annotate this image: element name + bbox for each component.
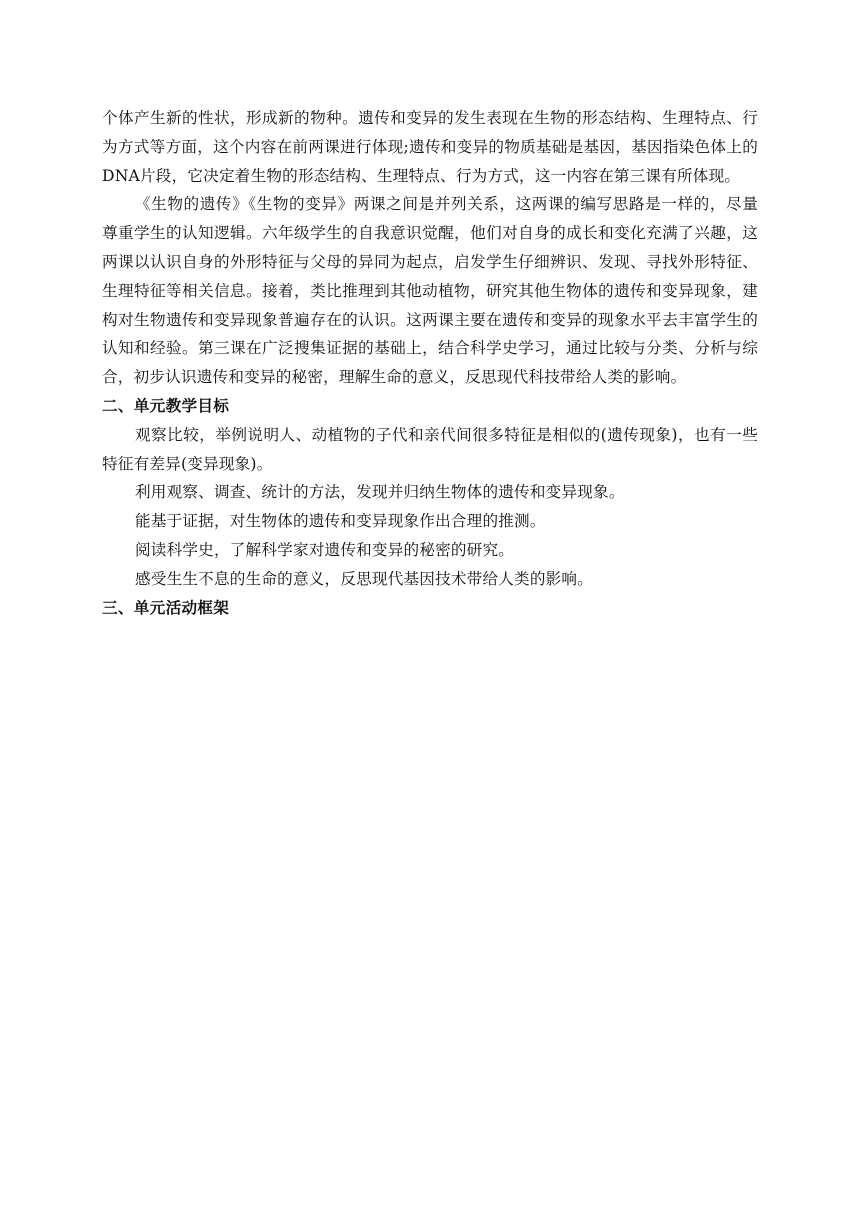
section-heading-teaching-goals: 二、单元教学目标 bbox=[102, 396, 230, 415]
intro-paragraph-2: 《生物的遗传》《生物的变异》两课之间是并列关系，这两课的编写思路是一样的，尽量尊重学生的认知逻辑。六年级学生的自我意识觉醒，他们对自身的成长和变化充满了兴趣，这两课以认识自身的外形特征与父母的异同为起点，启发学生仔细辨识、发现、寻找外形特征、生理特征等相关信息。接着，类比推理到其他动植物，研究其他生物体的遗传和变异现象，建构对生物遗传和变异现象普遍存在的认识。这两课主要在遗传和变异的现象水平去丰富学生的认知和经验。第三课在广泛搜集证据的基础上，结合科学史学习，通过比较与分类、分析与综合，初步认识遗传和变异的秘密，理解生命的意义，反思现代科技带给人类的影响。 bbox=[102, 195, 758, 387]
goal-item-2: 利用观察、调查、统计的方法，发现并归纳生物体的遗传和变异现象。 bbox=[135, 483, 625, 502]
goal-item-1: 观察比较，举例说明人、动植物的子代和亲代间很多特征是相似的(遗传现象)，也有一些特征有差异(变异现象)。 bbox=[102, 425, 758, 473]
intro-paragraph-continued: 个体产生新的性状，形成新的物种。遗传和变异的发生表现在生物的形态结构、生理特点、行为方式等方面，这个内容在前两课进行体现;遗传和变异的物质基础是基因，基因指染色体上的DNA片段，它决定着生物的形态结构、生理特点、行为方式，这一内容在第三课有所体现。 bbox=[102, 109, 758, 185]
goal-item-5: 感受生生不息的生命的意义，反思现代基因技术带给人类的影响。 bbox=[135, 569, 594, 588]
goal-item-3: 能基于证据，对生物体的遗传和变异现象作出合理的推测。 bbox=[135, 512, 546, 531]
document-page bbox=[102, 104, 758, 622]
goal-item-4: 阅读科学史，了解科学家对遗传和变异的秘密的研究。 bbox=[135, 540, 515, 559]
section-heading-activity-framework: 三、单元活动框架 bbox=[102, 598, 230, 617]
